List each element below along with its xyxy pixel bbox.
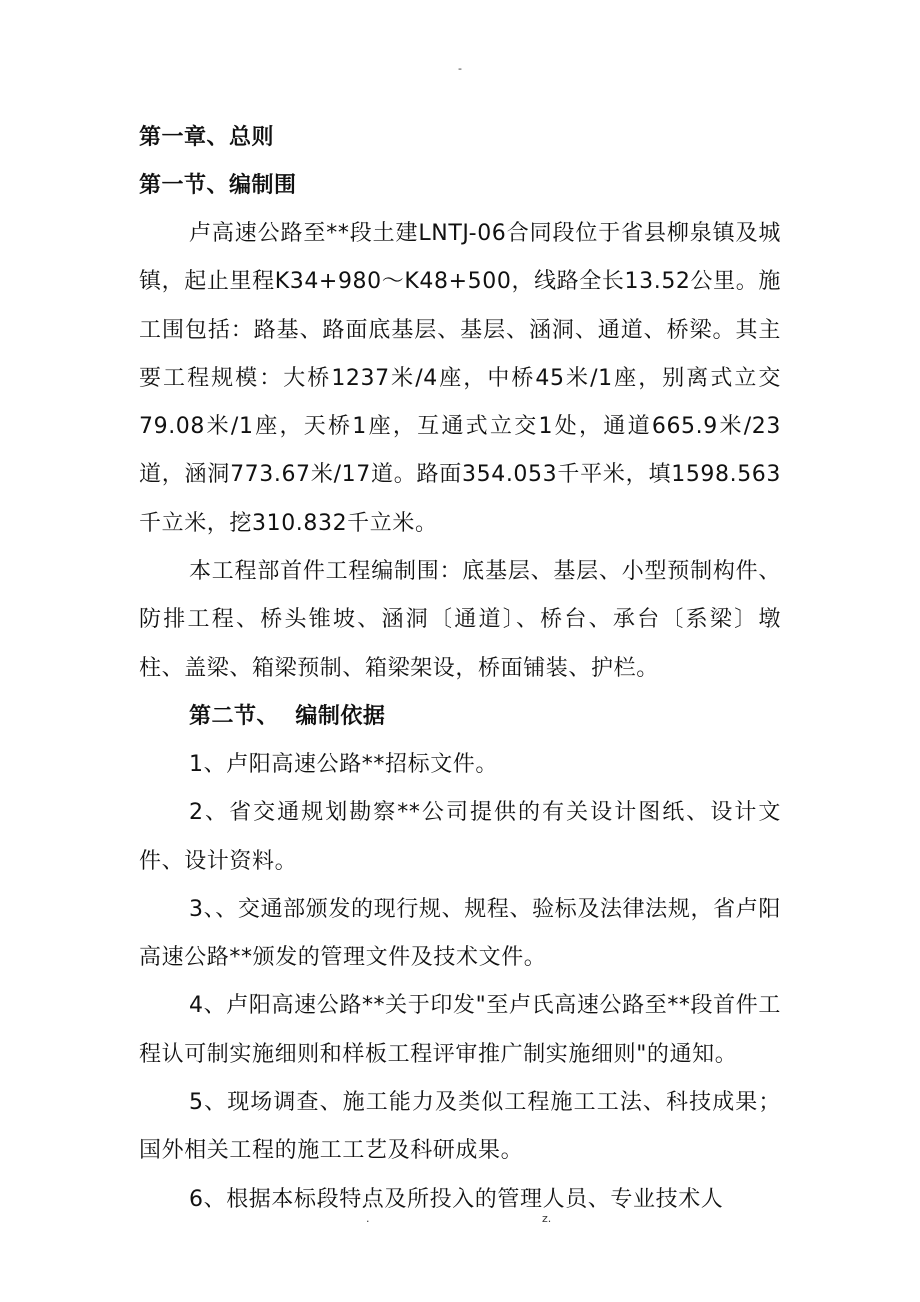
section-1-paragraph-scope: 卢高速公路至**段土建LNTJ-06合同段位于省县柳泉镇及城镇，起止里程K34+980～K48+500，线路全长13.52公里。施工围包括：路基、路面底基层、基层、涵洞、通道、桥梁。其主要工程规模：大桥1237米/4座，中桥45米/1座，别离式立交79.08米/1座，天桥1座，互通式立交1处，通道665.9米/23道，涵洞773.67米/17道。路面354.053千平米，填1598.563千立米，挖310.832千立米。: [139, 221, 781, 536]
basis-item-4: 4、卢阳高速公路**关于印发"至卢氏高速公路至**段首件工程认可制实施细则和样板工程评审推广制实施细则"的通知。: [139, 993, 781, 1067]
footer-left-mark: .: [366, 1212, 370, 1225]
document-body: [139, 114, 781, 1224]
section-2-title: 第二节、 编制依据: [189, 703, 386, 729]
basis-item-6: 6、根据本标段特点及所投入的管理人员、专业技术人: [189, 1186, 724, 1212]
basis-item-1: 1、卢阳高速公路**招标文件。: [189, 751, 498, 777]
header-mark: -: [458, 62, 462, 75]
basis-item-5: 5、现场调查、施工能力及类似工程施工工法、科技成果；国外相关工程的施工工艺及科研成果。: [139, 1090, 781, 1164]
basis-item-3: 3、、交通部颁发的现行规、规程、验标及法律法规，省卢阳高速公路**颁发的管理文件及技术文件。: [139, 896, 781, 971]
basis-item-2: 2、省交通规划勘察**公司提供的有关设计图纸、设计文件、设计资料。: [139, 800, 781, 874]
chapter-title: 第一章、总则: [139, 125, 275, 150]
section-1-title: 第一节、编制围: [139, 173, 297, 198]
section-1-paragraph-first-works: 本工程部首件工程编制围：底基层、基层、小型预制构件、防排工程、桥头锥坡、涵洞〔通道〕、桥台、承台〔系梁〕墩柱、盖梁、箱梁预制、箱梁架设，桥面铺装、护栏。: [139, 559, 781, 681]
footer-right-mark: z.: [542, 1212, 552, 1225]
